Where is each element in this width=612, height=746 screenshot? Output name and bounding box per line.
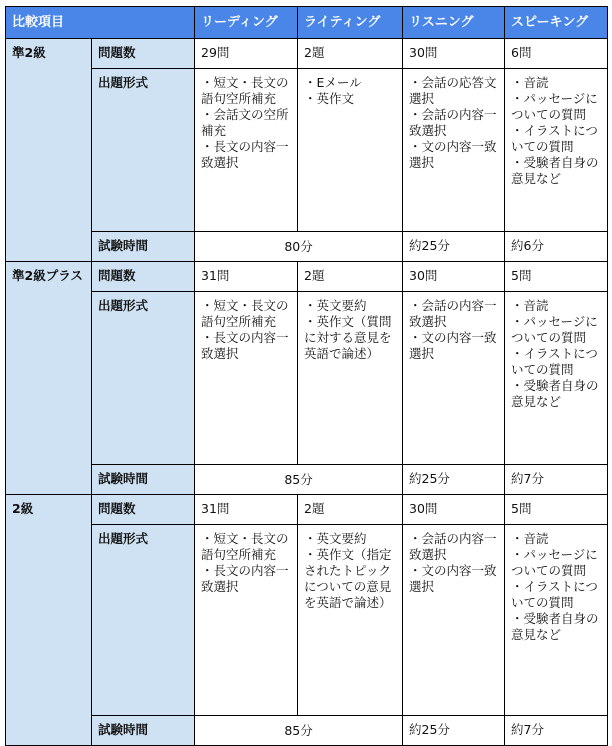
format-label: 出題形式 [92,69,195,232]
format-item: ・パッセージについての質問 [511,91,598,122]
format-cell [298,525,403,716]
format-item: ・会話文の空所補充 [201,107,289,138]
format-label: 出題形式 [92,292,195,465]
format-item: ・英作文（質問に対する意見を英語で論述） [304,314,392,361]
format-item: ・会話の内容一致選択 [409,531,497,562]
format-item: ・英文要約 [304,298,367,313]
format-item: ・文の内容一致選択 [409,139,497,170]
format-item: ・パッセージについての質問 [511,314,598,345]
format-item: ・受験者自身の意見など [511,155,599,186]
format-item: ・長文の内容一致選択 [201,330,289,361]
format-item: ・短文・長文の語句空所補充 [201,298,289,329]
time-label: 試験時間 [92,232,195,262]
header-row [6,7,608,39]
count-cell: 31問 [195,495,298,525]
header-reading: リーディング [195,7,298,39]
format-cell [195,292,298,465]
count-cell: 2題 [298,495,403,525]
time-row [6,232,608,262]
format-item: ・会話の内容一致選択 [409,298,497,329]
time-reading-writing: 80分 [195,232,403,262]
format-item: ・会話の応答文選択 [409,75,497,106]
format-cell [505,292,608,465]
format-cell [298,292,403,465]
format-item: ・短文・長文の語句空所補充 [201,75,289,106]
header-item: 比較項目 [6,7,195,39]
format-item: ・文の内容一致選択 [409,330,497,361]
time-speaking: 約7分 [505,465,608,495]
format-item: ・イラストについての質問 [511,123,598,154]
format-row [6,525,608,716]
format-cell [505,69,608,232]
format-label: 出題形式 [92,525,195,716]
time-speaking: 約7分 [505,716,608,746]
comparison-table [5,6,608,746]
count-row [6,262,608,292]
format-item: ・パッセージについての質問 [511,547,598,578]
count-cell: 30問 [403,262,505,292]
format-item: ・長文の内容一致選択 [201,563,289,594]
count-cell: 2題 [298,262,403,292]
time-label: 試験時間 [92,716,195,746]
time-row [6,465,608,495]
format-item: ・英文要約 [304,531,367,546]
count-label: 問題数 [92,39,195,69]
format-cell [505,525,608,716]
format-item: ・イラストについての質問 [511,346,598,377]
count-cell: 5問 [505,262,608,292]
format-row [6,69,608,232]
count-cell: 2題 [298,39,403,69]
count-cell: 29問 [195,39,298,69]
grade-name: 2級 [6,495,92,746]
format-cell [298,69,403,232]
format-item: ・音読 [511,298,549,313]
format-cell [195,69,298,232]
count-cell: 30問 [403,39,505,69]
format-item: ・会話の内容一致選択 [409,107,497,138]
time-speaking: 約6分 [505,232,608,262]
header-speaking: スピーキング [505,7,608,39]
format-row [6,292,608,465]
format-item: ・英作文 [304,91,355,106]
grade-name: 準2級プラス [6,262,92,495]
time-listening: 約25分 [403,716,505,746]
time-label: 試験時間 [92,465,195,495]
count-row [6,39,608,69]
time-reading-writing: 85分 [195,465,403,495]
time-listening: 約25分 [403,465,505,495]
format-item: ・文の内容一致選択 [409,563,497,594]
count-label: 問題数 [92,262,195,292]
count-cell: 5問 [505,495,608,525]
format-item: ・短文・長文の語句空所補充 [201,531,289,562]
time-listening: 約25分 [403,232,505,262]
count-cell: 30問 [403,495,505,525]
format-item: ・受験者自身の意見など [511,611,599,642]
format-item: ・イラストについての質問 [511,579,598,610]
grade-name: 準2級 [6,39,92,262]
format-item: ・Eメール [304,75,362,90]
format-item: ・音読 [511,531,549,546]
count-cell: 6問 [505,39,608,69]
header-writing: ライティング [298,7,403,39]
format-item: ・受験者自身の意見など [511,378,599,409]
grade-body [6,39,608,746]
format-item: ・音読 [511,75,549,90]
format-item: ・英作文（指定されたトピックについての意見を英語で論述） [304,547,392,610]
header-listening: リスニング [403,7,505,39]
time-row [6,716,608,746]
format-cell [403,292,505,465]
time-reading-writing: 85分 [195,716,403,746]
count-cell: 31問 [195,262,298,292]
format-item: ・長文の内容一致選択 [201,139,289,170]
format-cell [403,525,505,716]
count-row [6,495,608,525]
count-label: 問題数 [92,495,195,525]
format-cell [403,69,505,232]
format-cell [195,525,298,716]
